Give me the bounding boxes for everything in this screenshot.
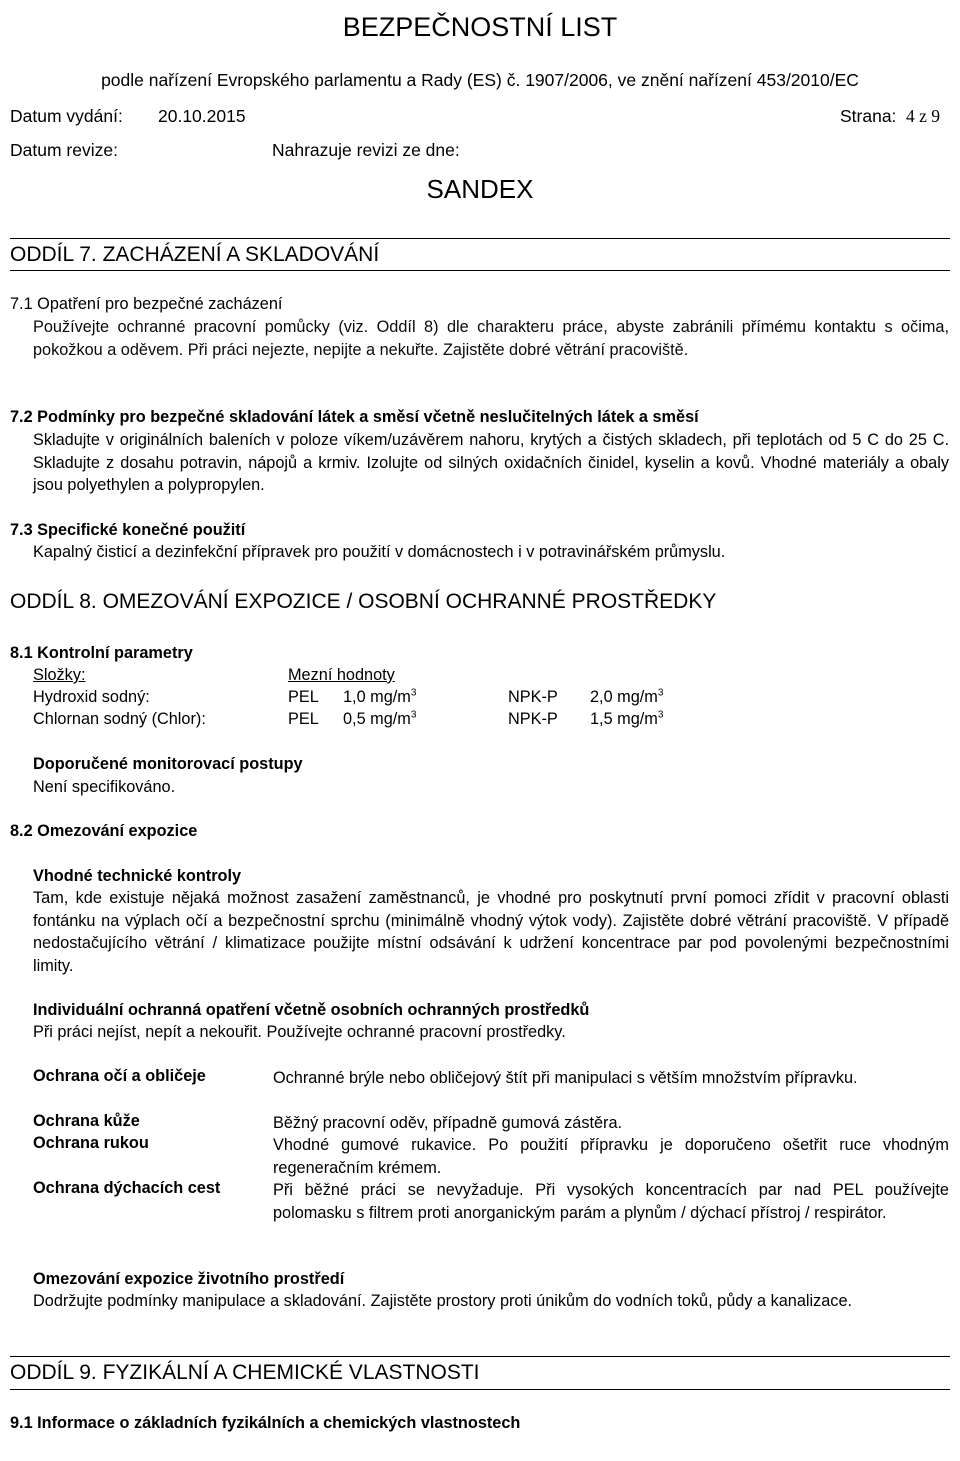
- pel-label: PEL: [288, 710, 319, 728]
- subsection-7-1-text: Používejte ochranné pracovní pomůcky (viz. Oddíl 8) dle charakteru práce, abyste zabránili přímému kontaktu s očima, pokožkou a oděvem. Při práci nejezte, nepijte a nekuřte. Zajistěte dobré větrání pracoviště.: [33, 318, 949, 359]
- issue-date-value: 20.10.2015: [158, 106, 246, 126]
- page-number: 4 z 9: [906, 106, 941, 126]
- section-9-heading: ODDÍL 9. FYZIKÁLNÍ A CHEMICKÉ VLASTNOSTI: [10, 1361, 480, 1384]
- respiratory-protection-label: Ochrana dýchacích cest: [33, 1179, 221, 1197]
- subsection-7-3-text: Kapalný čisticí a dezinfekční přípravek pro použití v domácnostech i v potravinářském průmyslu.: [33, 543, 726, 561]
- component-name: Chlornan sodný (Chlor):: [33, 710, 206, 728]
- respiratory-protection-text: Při běžné práci se nevyžaduje. Při vysokých koncentracích par nad PEL používejte polomasku s filtrem proti anorganickým parám a plynům / dýchací přístroj / respirátor.: [273, 1181, 949, 1222]
- components-column-header: Složky:: [33, 666, 86, 684]
- section-divider: [10, 238, 950, 239]
- npk-value: 2,0 $mg/m^3$: [590, 687, 664, 706]
- subsection-7-2-text: Skladujte v originálních baleních v poloze víkem/uzávěrem nahoru, krytých a čistých skladech, při teplotách od 5 C do 25 C. Skladujte z dosahu potravin, nápojů a krmiv. Izolujte od silných oxidačních činidel, kyselin a kovů. Vhodné materiály a obaly jsou polyethylen a polypropylen.: [33, 431, 949, 494]
- technical-controls-title: Vhodné technické kontroly: [33, 867, 242, 885]
- replaces-revision-label: Nahrazuje revizi ze dne:: [272, 140, 460, 160]
- npk-value: 1,5 $mg/m^3$: [590, 709, 664, 728]
- technical-controls-text: Tam, kde existuje nějaká možnost zasažení zaměstnanců, je vhodné pro poskytnutí první pomoci zřídit v pracovní oblasti fontánku na výplach očí a bezpečnostní sprchu (minimálně vhodný výtok vody). Zajistěte dobré větrání pracoviště. V případě nedostačujícího větrání / klimatizace použijte místní odsávání k udržení koncentrace par pod povolenými bezpečnostními limity.: [33, 889, 949, 975]
- skin-protection-label: Ochrana kůže: [33, 1112, 140, 1130]
- issue-date-label: Datum vydání:: [10, 106, 123, 126]
- page-label: Strana:: [840, 106, 897, 126]
- section-divider: [10, 1356, 950, 1357]
- monitoring-title: Doporučené monitorovací postupy: [33, 755, 303, 773]
- section-7-heading: ODDÍL 7. ZACHÁZENÍ A SKLADOVÁNÍ: [10, 243, 380, 266]
- revision-date-label: Datum revize:: [10, 140, 118, 160]
- subsection-9-1-title: 9.1 Informace o základních fyzikálních a chemických vlastnostech: [10, 1414, 521, 1432]
- npk-label: NPK-P: [508, 710, 558, 728]
- ppe-title: Individuální ochranná opatření včetně osobních ochranných prostředků: [33, 1001, 590, 1019]
- subsection-7-1-title: 7.1 Opatření pro bezpečné zacházení: [10, 295, 283, 313]
- subsection-8-2-title: 8.2 Omezování expozice: [10, 822, 198, 840]
- regulation-subtitle: podle nařízení Evropského parlamentu a Rady (ES) č. 1907/2006, ve znění nařízení 453/2010/EC: [101, 70, 859, 90]
- pel-value: 0,5 $mg/m^3$: [343, 709, 417, 728]
- document-title: BEZPEČNOSTNÍ LIST: [342, 12, 618, 42]
- limits-column-header: Mezní hodnoty: [288, 666, 395, 684]
- monitoring-text: Není specifikováno.: [33, 778, 176, 796]
- ppe-text: Při práci nejíst, nepít a nekouřit. Používejte ochranné pracovní prostředky.: [33, 1023, 566, 1041]
- eye-protection-label: Ochrana očí a obličeje: [33, 1067, 206, 1085]
- subsection-7-3-title: 7.3 Specifické konečné použití: [10, 521, 246, 539]
- pel-label: PEL: [288, 688, 319, 706]
- environmental-exposure-text: Dodržujte podmínky manipulace a skladování. Zajistěte prostory proti únikům do vodních toků, půdy a kanalizace.: [33, 1292, 853, 1310]
- section-8-heading: ODDÍL 8. OMEZOVÁNÍ EXPOZICE / OSOBNÍ OCHRANNÉ PROSTŘEDKY: [10, 590, 717, 613]
- hand-protection-text: Vhodné gumové rukavice. Po použití přípravku je doporučeno ošetřit ruce vhodným regeneračním krémem.: [273, 1136, 949, 1177]
- skin-protection-text: Běžný pracovní oděv, případně gumová zástěra.: [273, 1114, 623, 1132]
- pel-value: 1,0 $mg/m^3$: [343, 687, 417, 706]
- product-name: SANDEX: [426, 174, 534, 204]
- hand-protection-label: Ochrana rukou: [33, 1134, 149, 1152]
- eye-protection-text: Ochranné brýle nebo obličejový štít při manipulaci s větším množstvím přípravku.: [273, 1069, 858, 1087]
- section-divider: [10, 1389, 950, 1390]
- subsection-8-1-title: 8.1 Kontrolní parametry: [10, 644, 193, 662]
- section-divider: [10, 270, 950, 271]
- component-name: Hydroxid sodný:: [33, 688, 150, 706]
- environmental-exposure-title: Omezování expozice životního prostředí: [33, 1270, 345, 1288]
- npk-label: NPK-P: [508, 688, 558, 706]
- subsection-7-2-title: 7.2 Podmínky pro bezpečné skladování látek a směsí včetně neslučitelných látek a směsí: [10, 408, 699, 426]
